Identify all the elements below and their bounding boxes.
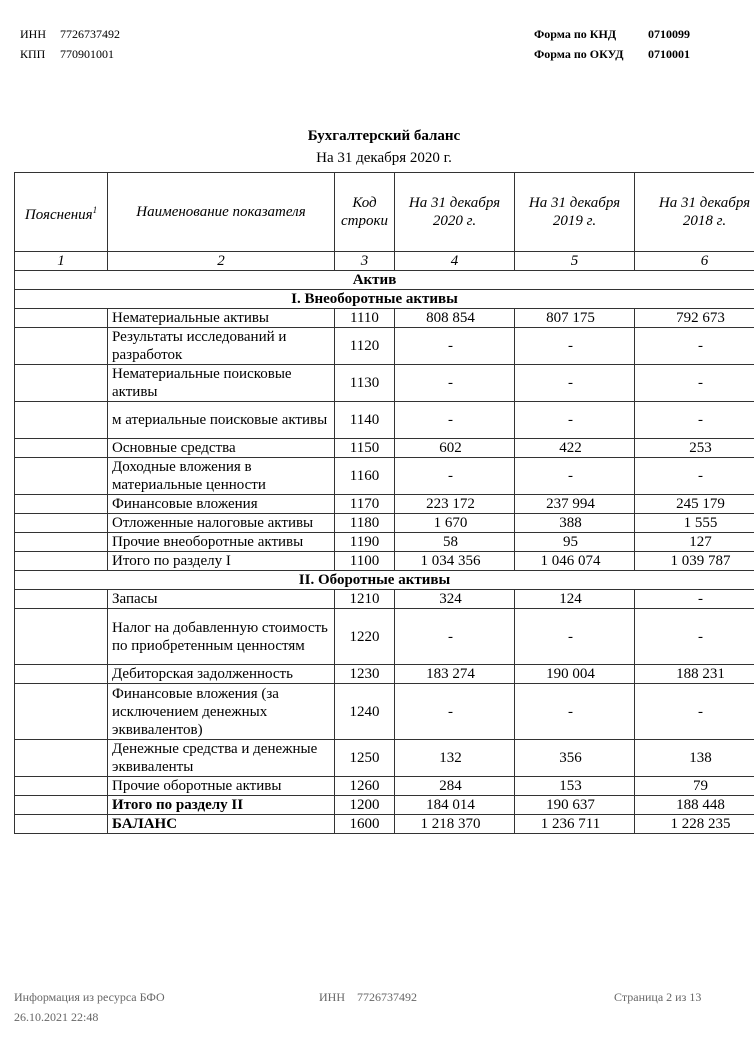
line-code: 1250 bbox=[335, 740, 395, 777]
value-2019: - bbox=[515, 402, 635, 439]
inn-value: 7726737492 bbox=[60, 27, 120, 41]
section-header-noncurrent: I. Внеоборотные активы bbox=[15, 290, 754, 309]
value-2020: 58 bbox=[395, 533, 515, 552]
value-2019: 356 bbox=[515, 740, 635, 777]
table-row bbox=[15, 552, 754, 571]
line-code: 1240 bbox=[335, 684, 395, 740]
value-2019: 807 175 bbox=[515, 309, 635, 328]
notes-cell bbox=[15, 740, 108, 777]
indicator-name: Отложенные налоговые активы bbox=[108, 514, 335, 533]
value-2020: 183 274 bbox=[395, 665, 515, 684]
notes-cell bbox=[15, 495, 108, 514]
notes-cell bbox=[15, 365, 108, 402]
value-2020: - bbox=[395, 458, 515, 495]
line-code: 1220 bbox=[335, 609, 395, 665]
kpp-value: 770901001 bbox=[60, 47, 114, 61]
line-code: 1230 bbox=[335, 665, 395, 684]
indicator-name: Прочие оборотные активы bbox=[108, 777, 335, 796]
indicator-name: Итого по разделу I bbox=[108, 552, 335, 571]
notes-cell bbox=[15, 402, 108, 439]
value-2020: 1 034 356 bbox=[395, 552, 515, 571]
value-2018: 127 bbox=[635, 533, 754, 552]
value-2019: 190 637 bbox=[515, 796, 635, 815]
line-code: 1100 bbox=[335, 552, 395, 571]
value-2018: 1 555 bbox=[635, 514, 754, 533]
value-2019: 388 bbox=[515, 514, 635, 533]
notes-cell bbox=[15, 458, 108, 495]
col-number: 5 bbox=[515, 252, 635, 271]
table-row bbox=[15, 514, 754, 533]
knd-row bbox=[534, 27, 690, 47]
value-2019: 153 bbox=[515, 777, 635, 796]
line-code: 1170 bbox=[335, 495, 395, 514]
value-2018: 188 231 bbox=[635, 665, 754, 684]
table-row bbox=[15, 609, 754, 665]
line-code: 1260 bbox=[335, 777, 395, 796]
column-number-row bbox=[15, 252, 754, 271]
value-2020: 132 bbox=[395, 740, 515, 777]
footer-left bbox=[14, 990, 165, 1030]
notes-cell bbox=[15, 514, 108, 533]
value-2020: 602 bbox=[395, 439, 515, 458]
line-code: 1120 bbox=[335, 328, 395, 365]
inn-label: ИНН bbox=[20, 27, 46, 41]
value-2020: 324 bbox=[395, 590, 515, 609]
line-code: 1130 bbox=[335, 365, 395, 402]
line-code: 1140 bbox=[335, 402, 395, 439]
value-2020: - bbox=[395, 328, 515, 365]
table-row bbox=[15, 439, 754, 458]
inn-row bbox=[20, 27, 120, 47]
value-2018: 253 bbox=[635, 439, 754, 458]
knd-label: Форма по КНД bbox=[534, 27, 617, 41]
table-row bbox=[15, 777, 754, 796]
value-2019: 237 994 bbox=[515, 495, 635, 514]
value-2019: 1 046 074 bbox=[515, 552, 635, 571]
col-header-code: Код строки bbox=[335, 173, 395, 252]
line-code: 1190 bbox=[335, 533, 395, 552]
table-header-row bbox=[15, 173, 754, 252]
table-row bbox=[15, 796, 754, 815]
line-code: 1150 bbox=[335, 439, 395, 458]
value-2019: - bbox=[515, 609, 635, 665]
kpp-label: КПП bbox=[20, 47, 46, 61]
section-header-assets: Актив bbox=[15, 271, 754, 290]
value-2019: 1 236 711 bbox=[515, 815, 635, 834]
notes-cell bbox=[15, 777, 108, 796]
notes-cell bbox=[15, 796, 108, 815]
indicator-name: Доходные вложения в материальные ценности bbox=[108, 458, 335, 495]
table-row bbox=[15, 533, 754, 552]
value-2018: - bbox=[635, 684, 754, 740]
table-row bbox=[15, 590, 754, 609]
footer-inn-label: ИНН bbox=[319, 990, 345, 1004]
value-2019: - bbox=[515, 684, 635, 740]
value-2018: - bbox=[635, 365, 754, 402]
value-2018: - bbox=[635, 590, 754, 609]
value-2018: 1 228 235 bbox=[635, 815, 754, 834]
notes-cell bbox=[15, 590, 108, 609]
indicator-name: Итого по разделу II bbox=[108, 796, 335, 815]
value-2019: - bbox=[515, 328, 635, 365]
table-row bbox=[15, 740, 754, 777]
notes-cell bbox=[15, 815, 108, 834]
col-header-2020: На 31 декабря 2020 г. bbox=[395, 173, 515, 252]
line-code: 1160 bbox=[335, 458, 395, 495]
line-code: 1600 bbox=[335, 815, 395, 834]
col-header-2019: На 31 декабря 2019 г. bbox=[515, 173, 635, 252]
balance-table bbox=[14, 172, 754, 834]
footer-inn-value: 7726737492 bbox=[357, 990, 417, 1004]
kpp-row bbox=[20, 47, 120, 67]
line-code: 1200 bbox=[335, 796, 395, 815]
col-number: 3 bbox=[335, 252, 395, 271]
value-2020: - bbox=[395, 609, 515, 665]
table-row bbox=[15, 309, 754, 328]
footer-source: Информация из ресурса БФО bbox=[14, 990, 165, 1004]
indicator-name: Результаты исследований и разработок bbox=[108, 328, 335, 365]
table-row bbox=[15, 495, 754, 514]
line-code: 1180 bbox=[335, 514, 395, 533]
indicator-name: БАЛАНС bbox=[108, 815, 335, 834]
col-number: 6 bbox=[635, 252, 754, 271]
notes-cell bbox=[15, 684, 108, 740]
footer-page-number: Страница 2 из 13 bbox=[614, 990, 702, 1004]
page-subtitle: На 31 декабря 2020 г. bbox=[316, 150, 452, 166]
value-2020: - bbox=[395, 365, 515, 402]
value-2020: 1 218 370 bbox=[395, 815, 515, 834]
section2-body bbox=[15, 590, 754, 834]
indicator-name: Запасы bbox=[108, 590, 335, 609]
col-header-2018: На 31 декабря 2018 г. bbox=[635, 173, 754, 252]
line-code: 1210 bbox=[335, 590, 395, 609]
table-row bbox=[15, 402, 754, 439]
okud-value: 0710001 bbox=[648, 47, 690, 61]
value-2020: - bbox=[395, 684, 515, 740]
value-2018: - bbox=[635, 609, 754, 665]
table-row bbox=[15, 665, 754, 684]
footer-inn bbox=[319, 990, 417, 1004]
value-2018: 245 179 bbox=[635, 495, 754, 514]
value-2019: 124 bbox=[515, 590, 635, 609]
value-2018: 792 673 bbox=[635, 309, 754, 328]
col-header-name: Наименование показателя bbox=[108, 173, 335, 252]
value-2019: - bbox=[515, 458, 635, 495]
value-2018: - bbox=[635, 458, 754, 495]
knd-value: 0710099 bbox=[648, 27, 690, 41]
value-2018: 138 bbox=[635, 740, 754, 777]
notes-cell bbox=[15, 309, 108, 328]
value-2020: - bbox=[395, 402, 515, 439]
table-row bbox=[15, 365, 754, 402]
value-2018: 79 bbox=[635, 777, 754, 796]
value-2020: 808 854 bbox=[395, 309, 515, 328]
okud-row bbox=[534, 47, 690, 67]
table-row bbox=[15, 328, 754, 365]
indicator-name: Нематериальные активы bbox=[108, 309, 335, 328]
section-header-current: II. Оборотные активы bbox=[15, 571, 754, 590]
value-2018: - bbox=[635, 402, 754, 439]
col-number: 2 bbox=[108, 252, 335, 271]
value-2019: 95 bbox=[515, 533, 635, 552]
notes-cell bbox=[15, 665, 108, 684]
value-2018: - bbox=[635, 328, 754, 365]
value-2019: - bbox=[515, 365, 635, 402]
col-number: 4 bbox=[395, 252, 515, 271]
table-row bbox=[15, 815, 754, 834]
indicator-name: Основные средства bbox=[108, 439, 335, 458]
footer-datetime: 26.10.2021 22:48 bbox=[14, 1010, 99, 1024]
indicator-name: Нематериальные поисковые активы bbox=[108, 365, 335, 402]
indicator-name: м атериальные поисковые активы bbox=[108, 402, 335, 439]
value-2018: 188 448 bbox=[635, 796, 754, 815]
header-left bbox=[20, 27, 120, 67]
line-code: 1110 bbox=[335, 309, 395, 328]
section1-body bbox=[15, 309, 754, 571]
notes-cell bbox=[15, 533, 108, 552]
value-2020: 184 014 bbox=[395, 796, 515, 815]
indicator-name: Налог на добавленную стоимость по приобретенным ценностям bbox=[108, 609, 335, 665]
indicator-name: Финансовые вложения (за исключением денежных эквивалентов) bbox=[108, 684, 335, 740]
notes-cell bbox=[15, 439, 108, 458]
value-2020: 1 670 bbox=[395, 514, 515, 533]
table-row bbox=[15, 458, 754, 495]
notes-cell bbox=[15, 552, 108, 571]
col-header-notes: Пояснения$^1$ bbox=[15, 173, 108, 252]
value-2018: 1 039 787 bbox=[635, 552, 754, 571]
value-2020: 284 bbox=[395, 777, 515, 796]
value-2019: 422 bbox=[515, 439, 635, 458]
value-2019: 190 004 bbox=[515, 665, 635, 684]
header-right bbox=[534, 27, 690, 67]
indicator-name: Прочие внеоборотные активы bbox=[108, 533, 335, 552]
col-number: 1 bbox=[15, 252, 108, 271]
notes-cell bbox=[15, 328, 108, 365]
page-title: Бухгалтерский баланс bbox=[307, 128, 461, 144]
value-2020: 223 172 bbox=[395, 495, 515, 514]
indicator-name: Финансовые вложения bbox=[108, 495, 335, 514]
indicator-name: Дебиторская задолженность bbox=[108, 665, 335, 684]
okud-label: Форма по ОКУД bbox=[534, 47, 624, 61]
notes-cell bbox=[15, 609, 108, 665]
indicator-name: Денежные средства и денежные эквиваленты bbox=[108, 740, 335, 777]
table-row bbox=[15, 684, 754, 740]
